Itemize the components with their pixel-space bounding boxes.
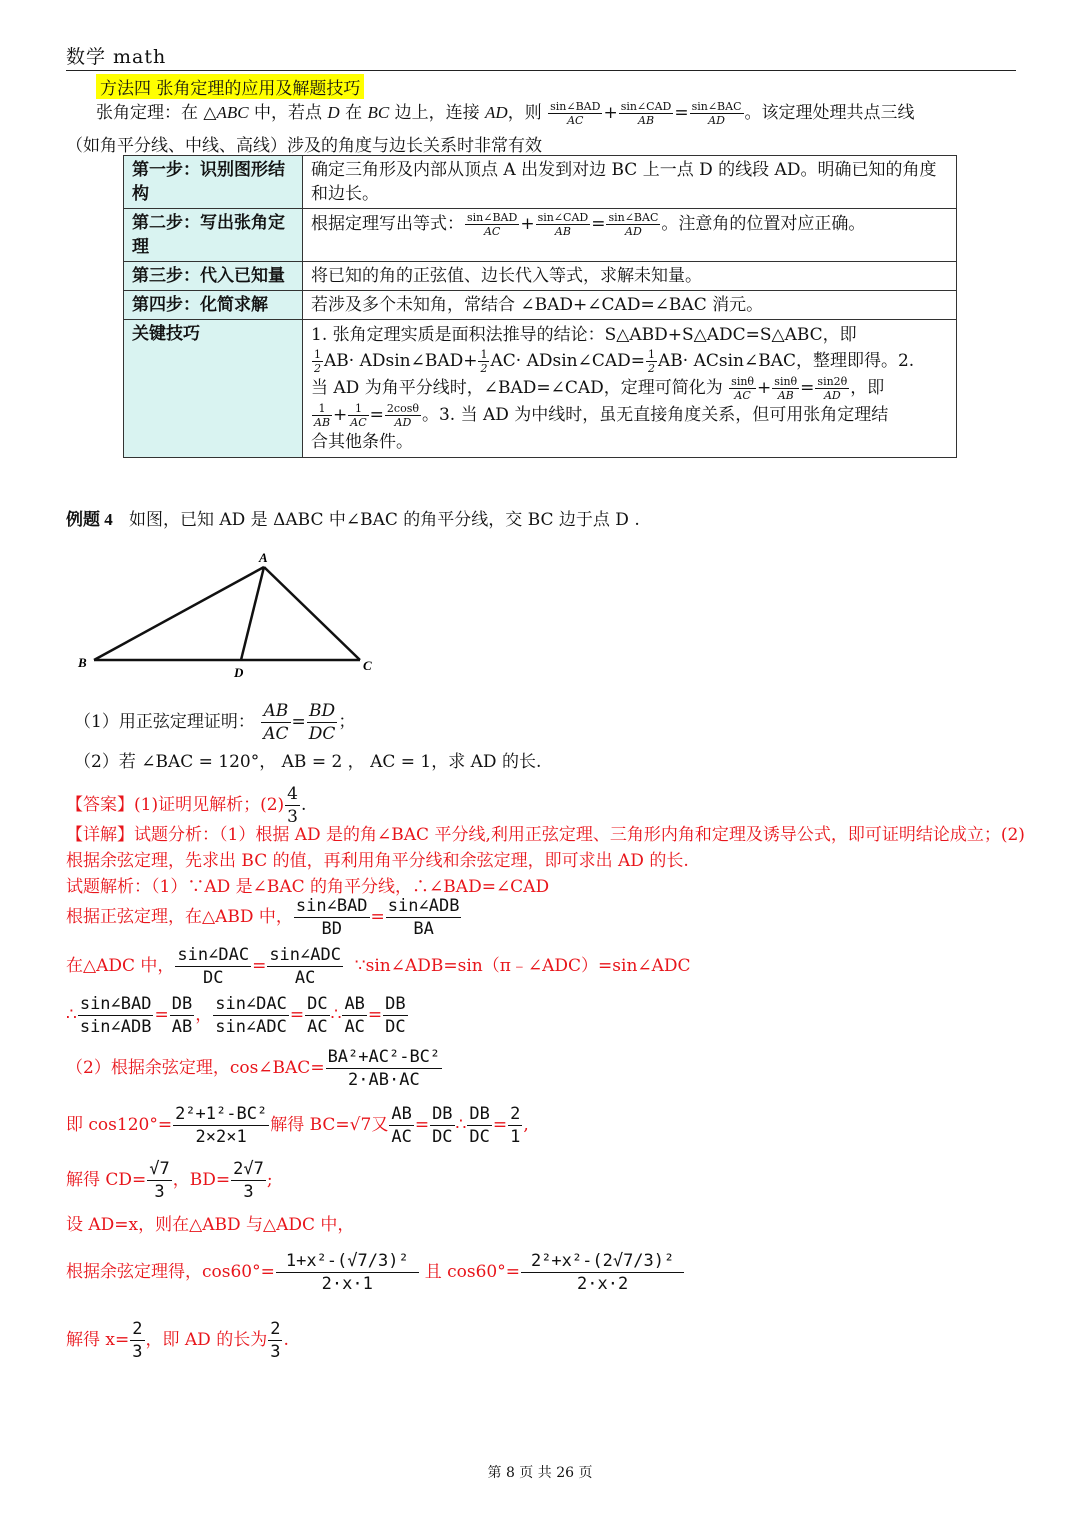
steps-table xyxy=(123,155,957,458)
step-value: 1. 张角定理实质是面积法推导的结论：S△ABD+S△ADC=S△ABC，即 $\frac{1}{2}$ AB· ADsin∠BAD+ $\frac{1}{2}$ AC· ADsin∠CAD= $\frac{1}{2}$ AB· ACsin∠BAC，整理即得。2. 当 AD 为角平分线时，∠BAD=∠CAD，定理可简化为 $\frac{\sin\theta}{AC}$ + $\frac{\sin\theta}{AB}$ = $\frac{\sin 2\theta}{AD}$ ，即 $\frac{1}{AB}$ + $\frac{1}{AC}$ = $\frac{2\cos\theta}{AD}$ 。3. 当 AD 为中线时，虽无直接角度关系，但可用张角定理结 合其他条件。 xyxy=(303,320,957,458)
label-d: D xyxy=(234,665,244,680)
solution-line: 解得 CD= $\frac{√7}{3}$ ，BD= $\frac{2√7}{3}$ ; xyxy=(66,1159,273,1202)
answer: 【答案】(1)证明见解析；(2) $\frac{4}{3}$ . xyxy=(66,784,307,827)
fraction: $\frac{\text{sin∠BAD}}{AC}$ xyxy=(550,100,601,127)
step-value: 若涉及多个未知角，常结合 ∠BAD+∠CAD=∠BAC 消元。 xyxy=(303,291,957,320)
example-statement: 例题 4 如图，已知 AD 是 ΔABC 中∠BAC 的角平分线，交 BC 边于点 D . xyxy=(66,510,640,530)
solution-line: ∴ $\frac{\text{sin∠BAD}}{\text{sin∠ADB}}$ = $\frac{DB}{AB}$ ， $\frac{\text{sin∠DAC}}{\text{sin∠ADC}}$ = $\frac{DC}{AC}$ ∴ $\frac{AB}{AC}$ = $\frac{DB}{DC}$ xyxy=(66,994,406,1037)
method-title: 方法四 张角定理的应用及解题技巧 xyxy=(96,74,364,99)
table-row xyxy=(124,291,957,320)
intro-line-1: 张角定理：在 △ABC 中，若点 D 在 BC 边上，连接 AD，则 $\frac{\text{sin∠BAD}}{AC}$ + $\frac{\text{sin∠CAD}}{AB}$ = $\frac{\text{sin∠BAC}}{AD}$ 。该定理处理共点三线 xyxy=(96,100,915,127)
step-value: 确定三角形及内部从顶点 A 出发到对边 BC 上一点 D 的线段 AD。明确已知的角度和边长。 xyxy=(303,156,957,209)
step-key: 第一步：识别图形结构 xyxy=(124,156,303,209)
table-row xyxy=(124,156,957,209)
step-key: 关键技巧 xyxy=(124,320,303,458)
solution-line: 设 AD=x，则在△ABD 与△ADC 中， xyxy=(66,1215,355,1235)
step-value: 根据定理写出等式： $\frac{\text{sin∠BAD}}{AC}$ + $\frac{\text{sin∠CAD}}{AB}$ = $\frac{\text{sin∠BAC}}{AD}$ 。注意角的位置对应正确。 xyxy=(303,209,957,262)
solution-line: 根据正弦定理，在△ABD 中， $\frac{\text{sin∠BAD}}{BD}$ = $\frac{\text{sin∠ADB}}{BA}$ xyxy=(66,896,460,939)
step-value: 将已知的角的正弦值、边长代入等式，求解未知量。 xyxy=(303,262,957,291)
solution-line: 试题解析：（1）∵AD 是∠BAC 的角平分线，∴∠BAD=∠CAD xyxy=(66,877,550,897)
page-footer: 第 8 页 共 26 页 xyxy=(487,1465,593,1481)
header-divider xyxy=(66,70,1016,71)
solution-line: 解得 x= $\frac{2}{3}$ ，即 AD 的长为 $\frac{2}{3}$ . xyxy=(66,1319,289,1362)
step-key: 第二步：写出张角定理 xyxy=(124,209,303,262)
intro-line-2: （如角平分线、中线、高线）涉及的角度与边长关系时非常有效 xyxy=(66,136,542,156)
table-row xyxy=(124,320,957,458)
solution-line: 在△ADC 中， $\frac{\text{sin∠DAC}}{DC}$ = $\frac{\text{sin∠ADC}}{AC}$ ∵sin∠ADB=sin（π﹣∠ADC）=sin∠ADC xyxy=(66,945,691,988)
solution-line: 根据余弦定理得，cos60°= $\frac{\text{1+x²-(√7/3)²}}{2\cdot x\cdot 1}$ 且 cos60°= $\frac{\text{2²+x²-(2√7/3)²}}{2\cdot x\cdot 2}$ xyxy=(66,1250,685,1295)
label-a: A xyxy=(259,550,268,565)
step-key: 第三步：代入已知量 xyxy=(124,262,303,291)
fraction: $\frac{\text{sin∠BAC}}{AD}$ xyxy=(691,100,742,127)
table-row xyxy=(124,209,957,262)
question-1: （1）用正弦定理证明： $\frac{AB}{AC}$ = $\frac{BD}{DC}$ ； xyxy=(74,701,356,744)
table-row xyxy=(124,262,957,291)
solution-line: 即 cos120°= $\frac{\text{2²+1²-BC²}}{2\times 2\times 1}$ 解得 BC=√7又 $\frac{AB}{AC}$ = $\frac{DB}{DC}$ ∴ $\frac{DB}{DC}$ = $\frac{2}{1}$ , xyxy=(66,1104,529,1147)
page-header: 数学 math xyxy=(66,46,167,68)
step-key: 第四步：化简求解 xyxy=(124,291,303,320)
question-2: （2）若 ∠BAC = 120°， AB = 2 ， AC = 1，求 AD 的长. xyxy=(74,752,542,772)
detail-analysis: 【详解】试题分析：（1）根据 AD 是的角∠BAC 平分线,利用正弦定理、三角形内角和定理及诱导公式，即可证明结论成立；(2)根据余弦定理，先求出 BC 的值，再利用角平分线和余弦定理，即可求出 AD 的长. xyxy=(66,825,1025,871)
fraction: $\frac{\text{sin∠CAD}}{AB}$ xyxy=(620,100,672,127)
triangle-figure xyxy=(70,540,390,685)
label-b: B xyxy=(78,655,87,670)
solution-line: （2）根据余弦定理，cos∠BAC= $\frac{\text{BA²+AC²-BC²}}{2\cdot AB\cdot AC}$ xyxy=(66,1047,441,1090)
label-c: C xyxy=(363,658,372,673)
